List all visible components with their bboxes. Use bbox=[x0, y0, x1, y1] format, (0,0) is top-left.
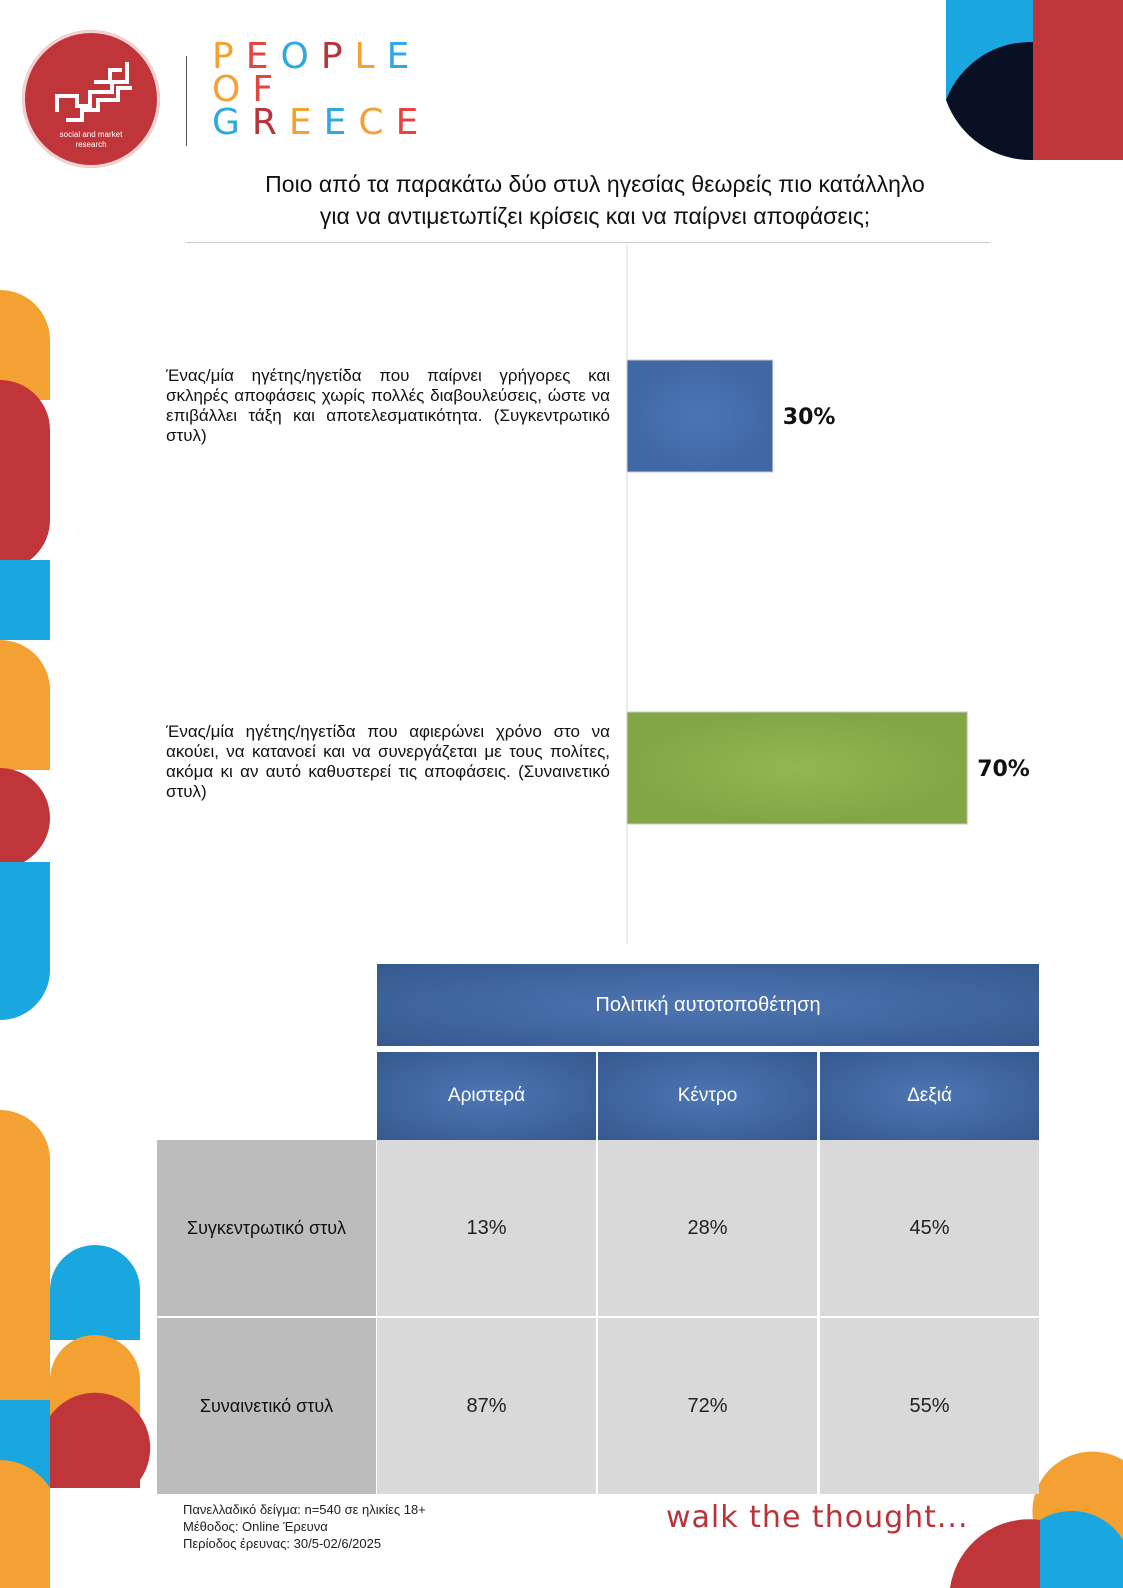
brand-letter: O bbox=[212, 69, 253, 110]
question-line-1: Ποιο από τα παρακάτω δύο στυλ ηγεσίας θεωρείς πιο κατάλληλο bbox=[265, 171, 925, 197]
brand-letter: R bbox=[251, 102, 289, 143]
method-note: Μέθοδος: Online Έρευνα bbox=[183, 1519, 328, 1534]
row-header-centralized: Συγκεντρωτικό στυλ bbox=[157, 1140, 376, 1316]
brand-letter: P bbox=[212, 36, 246, 77]
cell-consensual-right: 55% bbox=[820, 1318, 1039, 1494]
sample-note: Πανελλαδικό δείγμα: n=540 σε ηλικίες 18+ bbox=[183, 1502, 426, 1517]
row-header-consensual: Συναινετικό στυλ bbox=[157, 1318, 376, 1494]
category-label-consensual: Ένας/μία ηγέτης/ηγετίδα που αφιερώνει χρόνο στο να ακούει, να κατανοεί και να συνεργάζεται με τους πολίτες, ακόμα κι αν αυτό καθυστερεί τις αποφάσεις. (Συναινετικό στυλ) bbox=[166, 722, 610, 801]
brand-letter: O bbox=[280, 36, 321, 77]
cell-centralized-right: 45% bbox=[820, 1140, 1039, 1316]
brand-letter: E bbox=[323, 102, 359, 143]
logo-tagline: social and market research bbox=[59, 130, 123, 149]
question-line-2: για να αντιμετωπίζει κρίσεις και να παίρνει αποφάσεις; bbox=[319, 203, 871, 229]
brand-letter: G bbox=[212, 102, 252, 143]
cell-consensual-left: 87% bbox=[377, 1318, 596, 1494]
data-label-centralized: 30% bbox=[782, 405, 836, 430]
brand-letter: L bbox=[354, 36, 387, 77]
bar-centralized bbox=[627, 360, 773, 472]
brand-letter: E bbox=[386, 36, 422, 77]
table-group-header: Πολιτική αυτοτοποθέτηση bbox=[377, 964, 1039, 1046]
bar-consensual bbox=[627, 712, 967, 824]
cell-centralized-left: 13% bbox=[377, 1140, 596, 1316]
column-header-left: Αριστερά bbox=[377, 1052, 596, 1140]
methodology-note bbox=[183, 1501, 426, 1552]
brand-letter: F bbox=[252, 69, 286, 110]
brand-letter: E bbox=[395, 102, 431, 143]
slogan: walk the thought... bbox=[666, 1500, 969, 1535]
cell-consensual-center: 72% bbox=[598, 1318, 817, 1494]
data-label-consensual: 70% bbox=[977, 757, 1030, 782]
column-header-center: Κέντρο bbox=[598, 1052, 817, 1140]
brand-letter: P bbox=[320, 36, 355, 77]
brand-letter: E bbox=[245, 36, 281, 77]
brand-letter: E bbox=[288, 102, 324, 143]
column-header-right: Δεξιά bbox=[820, 1052, 1039, 1140]
brand-letter: C bbox=[358, 102, 396, 143]
period-note: Περίοδος έρευνας: 30/5-02/6/2025 bbox=[183, 1536, 382, 1551]
category-label-centralized: Ένας/μία ηγέτης/ηγετίδα που παίρνει γρήγορες και σκληρές αποφάσεις χωρίς πολλές διαβουλεύσεις, ώστε να επιβάλλει τάξη και αποτελεσματικότητα. (Συγκεντρωτικό στυλ) bbox=[166, 366, 610, 445]
cell-centralized-center: 28% bbox=[598, 1140, 817, 1316]
